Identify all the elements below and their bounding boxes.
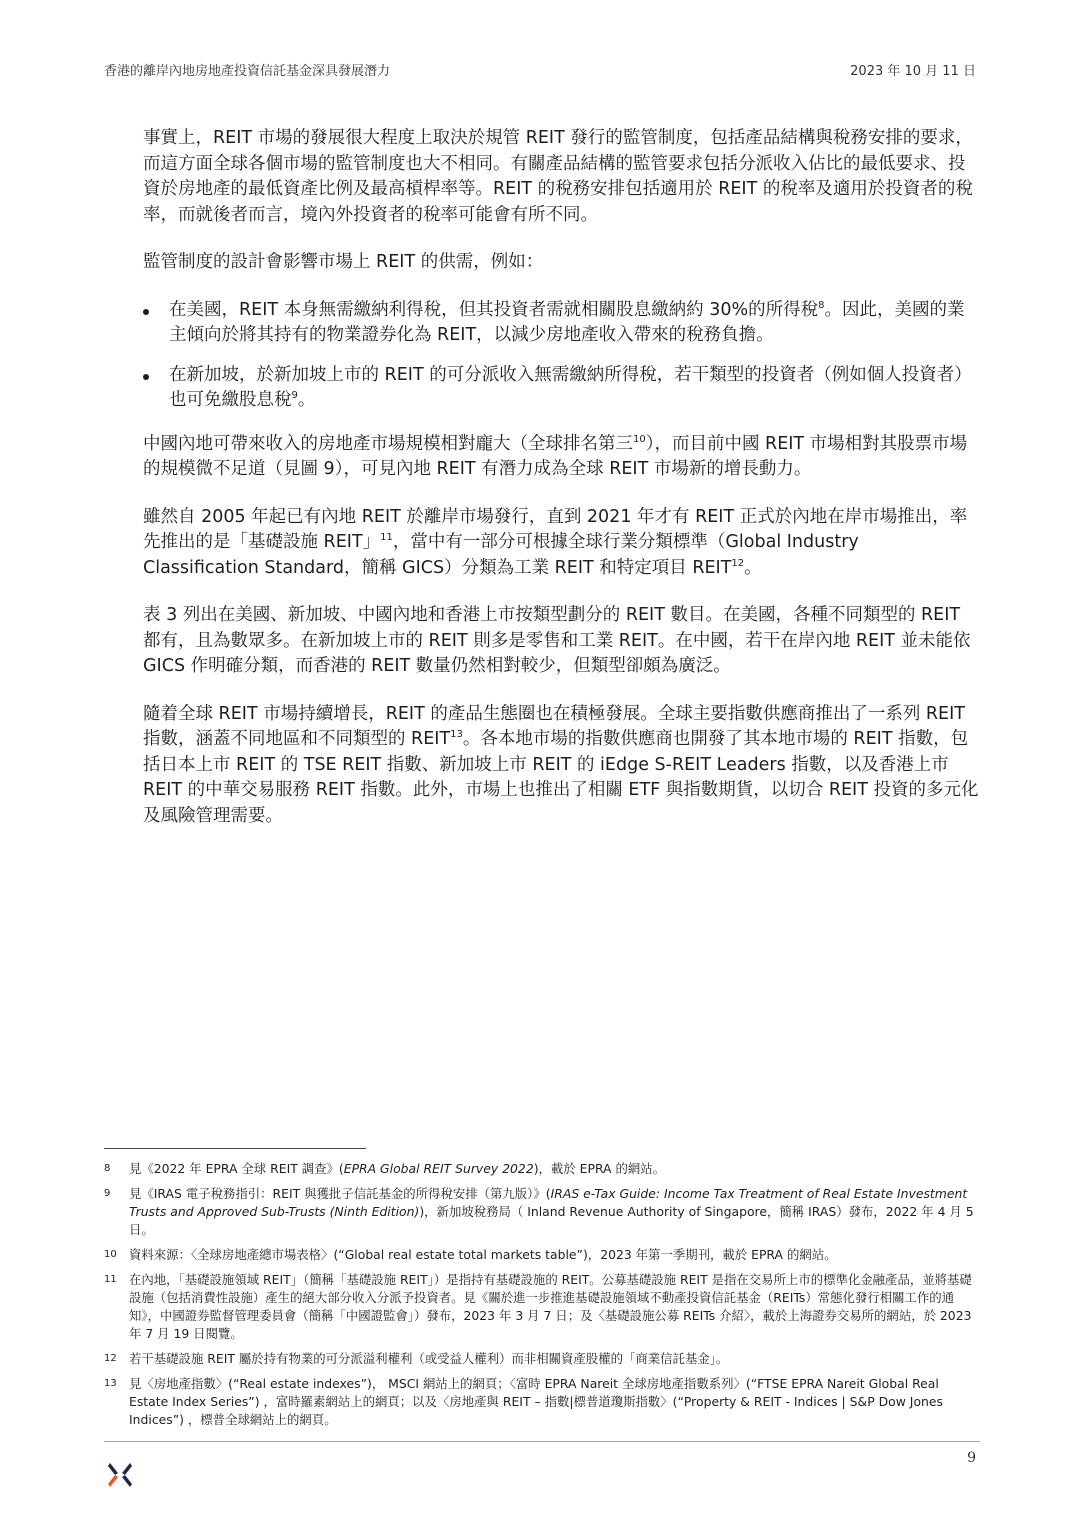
paragraph-1 — [143, 126, 979, 228]
paragraph-2-text: 監管制度的設計會影響市場上 REIT 的供需，例如： — [143, 252, 544, 272]
bullet-list — [143, 298, 979, 414]
paragraph-5-text: 表 3 列出在美國、新加坡、中國內地和香港上市按類型劃分的 REIT 數目。在美國，各種不同類型的 REIT 都有，且為數眾多。在新加坡上市的 REIT 則多是零售和工業 REIT。在中國，若干在岸內地 REIT 並未能依 GICS 作明確分類，而香港的 REIT 數量仍然相對較少，但類型卻頗為廣泛。 — [143, 605, 971, 676]
paragraph-4 — [143, 505, 979, 582]
footnote-ref[interactable]: 11 — [380, 532, 393, 544]
footnote-number: 8 — [104, 1163, 111, 1174]
paragraph-1-text: 事實上，REIT 市場的發展很大程度上取決於規管 REIT 發行的監管制度，包括產品結構與稅務安排的要求，而這方面全球各個市場的監管制度也大不相同。有關產品結構的監管要求包括分派收入佔比的最低要求、投資於房地產的最低資產比例及最高槓桿率等。REIT 的稅務安排包括適用於 REIT 的稅率及適用於投資者的稅率，而就後者而言，境內外投資者的稅率可能會有所不同。 — [143, 128, 973, 225]
bullet-1-text-cont: 。因此，美國的業主傾向於將其持有的物業證券化為 REIT，以減少房地產收入帶來的稅務負擔。 — [169, 299, 965, 345]
paragraph-6 — [143, 702, 979, 830]
paragraph-3-text-cont: ），而目前中國 REIT 市場相對其股票市場的規模微不足道（見圖 9），可見內地 REIT 有潛力成為全球 REIT 市場新的增長動力。 — [143, 433, 968, 479]
footnote-italic-title: IRAS e-Tax Guide: Income Tax Treatment of Real Estate Investment Trusts and Approved Sub-Trusts (Ninth Edition) — [129, 1186, 968, 1219]
paragraph-6-text: 隨着全球 REIT 市場持續增長，REIT 的產品生態圈也在積極發展。全球主要指數供應商推出了一系列 REIT 指數，涵蓋不同地區和不同類型的 REIT — [143, 703, 965, 749]
footnote-text: 見《IRAS 電子稅務指引：REIT 與獲批子信託基金的所得稅安排（第九版）》( — [129, 1186, 551, 1201]
footnote-text: 在內地，「基礎設施領域 REIT」（簡稱「基礎設施 REIT」）是指持有基礎設施的 REIT。公募基礎設施 REIT 是指在交易所上市的標準化金融產品，並將基礎設施（包括消費性設施）產生的絕大部分收入分派予投資者。見《關於進一步推進基礎設施領域不動產投資信託基金（REITs）常態化發行相關工作的通知》，中國證券監督管理委員會（簡稱「中國證監會」）發布，2023 年 3 月 7 日；及〈基礎設施公募 REITs 介紹〉，載於上海證券交易所的網站，於 2023 年 7 月 19 日閱覽。 — [129, 1272, 972, 1341]
footnote-ref[interactable]: 12 — [731, 557, 745, 569]
bullet-dot-icon — [143, 374, 149, 380]
footnote-number: 11 — [104, 1274, 117, 1285]
footnotes — [104, 1160, 980, 1436]
footnote-text: 見《2022 年 EPRA 全球 REIT 調查》( — [129, 1161, 344, 1176]
footnote — [104, 1375, 980, 1429]
footnote-number: 13 — [104, 1378, 117, 1389]
footnote-ref[interactable]: 10 — [633, 433, 646, 445]
footnote-text: 見〈房地產指數〉(“Real estate indexes”)， MSCI 網站上的網頁；〈富時 EPRA Nareit 全球房地產指數系列〉(“FTSE EPRA Nareit Global Real Estate Index Series”) ，富時羅素網站上的網頁；以及〈房地產與 REIT – 指數|標普道瓊斯指數〉(“Property & REIT - Indices | S&P Dow Jones Indices”) ，標普全球網站上的網頁。 — [129, 1376, 943, 1427]
paragraph-4-text: 雖然自 2005 年起已有內地 REIT 於離岸市場發行，直到 2021 年才有 REIT 正式於內地在岸市場推出，率先推出的是「基礎設施 REIT」 — [143, 506, 968, 552]
page-number: 9 — [967, 1450, 976, 1466]
footer-divider — [104, 1441, 980, 1442]
header-title: 香港的離岸內地房地產投資信託基金深具發展潛力 — [104, 64, 391, 79]
footnote-text: 資料來源：〈全球房地產總市場表格〉(“Global real estate total markets table”)，2023 年第一季期刊，載於 EPRA 的網站。 — [129, 1247, 837, 1262]
page-header — [104, 60, 976, 82]
paragraph-2 — [143, 250, 979, 276]
footnote — [104, 1271, 980, 1343]
footnote-ref[interactable]: 9 — [291, 390, 298, 402]
hkex-x-logo-icon — [108, 1461, 132, 1489]
footnote — [104, 1246, 980, 1264]
list-item — [143, 363, 979, 414]
footnote-text-cont: )，新加坡稅務局（ Inland Revenue Authority of Singapore，簡稱 IRAS）發布，2022 年 4 月 5 日。 — [129, 1204, 974, 1237]
footnote — [104, 1160, 980, 1178]
list-item — [143, 298, 979, 349]
bullet-2-text-cont: 。 — [297, 390, 316, 410]
footnote — [104, 1350, 980, 1368]
bullet-1-text: 在美國，REIT 本身無需繳納利得稅，但其投資者需就相關股息繳納約 30%的所得稅 — [169, 299, 819, 320]
footnote-text: 若干基礎設施 REIT 屬於持有物業的可分派溢利權利（或受益人權利）而非相關資產股權的「商業信託基金」。 — [129, 1351, 729, 1366]
footnote-ref[interactable]: 8 — [818, 299, 825, 311]
footnote-text-cont: )，載於 EPRA 的網站。 — [533, 1161, 666, 1176]
header-date: 2023 年 10 月 11 日 — [850, 64, 976, 79]
paragraph-6-text-cont: 。各本地市場的指數供應商也開發了其本地市場的 REIT 指數，包括日本上市 REIT 的 TSE REIT 指數、新加坡上市 REIT 的 iEdge S-REIT Leaders 指數，以及香港上市 REIT 的中華交易服務 REIT 指數。此外，市場上也推出了相關 ETF 與指數期貨，以切合 REIT 投資的多元化及風險管理需要。 — [143, 729, 979, 826]
main-body — [143, 126, 979, 851]
footnote-divider — [104, 1148, 366, 1149]
paragraph-4-text-cont: ，當中有一部分可根據全球行業分類標準（Global Industry Classification Standard，簡稱 GICS）分類為工業 REIT 和特定項目 REIT — [143, 532, 859, 578]
paragraph-4-text-end: 。 — [744, 557, 762, 578]
footnote-ref[interactable]: 13 — [450, 729, 463, 741]
footnote-number: 9 — [104, 1188, 111, 1199]
bullet-2-text: 在新加坡，於新加坡上市的 REIT 的可分派收入無需繳納所得稅，若干類型的投資者（例如個人投資者）也可免繳股息稅 — [169, 364, 972, 410]
paragraph-5 — [143, 603, 979, 680]
paragraph-3 — [143, 432, 979, 483]
footnote — [104, 1185, 980, 1239]
paragraph-3-text: 中國內地可帶來收入的房地產市場規模相對龐大（全球排名第三 — [143, 433, 633, 454]
footnote-number: 12 — [104, 1353, 117, 1364]
footnote-italic-title: EPRA Global REIT Survey 2022 — [343, 1161, 534, 1176]
footnote-number: 10 — [104, 1249, 117, 1260]
bullet-dot-icon — [143, 309, 149, 315]
